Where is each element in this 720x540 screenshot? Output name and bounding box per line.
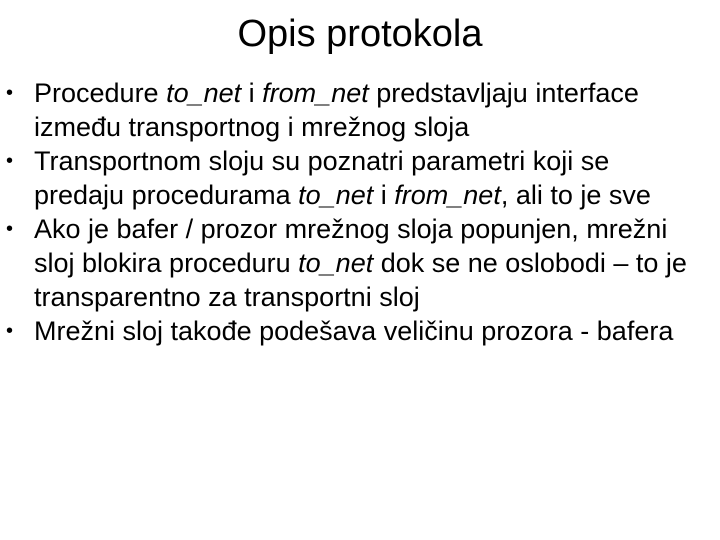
text-segment: Transportnom sloju su poznatri parametri koji se predaju procedurama	[34, 146, 610, 210]
text-segment: i	[373, 180, 395, 210]
bullet-text	[34, 78, 639, 142]
procedure-name-from-net: from_net	[394, 180, 501, 210]
bullet-item	[0, 314, 694, 348]
bullet-item	[0, 76, 694, 144]
text-segment: Procedure	[34, 78, 167, 108]
text-segment: dok se ne oslobodi – to je transparentno za transportni sloj	[34, 248, 687, 312]
procedure-name-to-net: to_net	[298, 248, 374, 278]
bullet-list	[0, 76, 720, 348]
bullet-item	[0, 212, 694, 314]
text-segment: , ali to je sve	[500, 180, 651, 210]
procedure-name-to-net: to_net	[298, 180, 374, 210]
procedure-name-from-net: from_net	[262, 78, 369, 108]
text-segment: predstavljaju interface između transportnog i mrežnog sloja	[34, 78, 639, 142]
bullet-dot-icon: •	[6, 320, 14, 342]
bullet-dot-icon: •	[6, 82, 14, 104]
procedure-name-to-net: to_net	[166, 78, 242, 108]
bullet-text	[34, 214, 687, 312]
bullet-item	[0, 144, 694, 212]
bullet-dot-icon: •	[6, 150, 14, 172]
slide-title: Opis protokola	[237, 13, 483, 55]
text-segment: Ako je bafer / prozor mrežnog sloja popunjen, mrežni sloj blokira proceduru	[34, 214, 668, 278]
bullet-text	[34, 316, 673, 346]
bullet-text	[34, 146, 651, 210]
text-segment: Mrežni sloj takođe podešava veličinu prozora - bafera	[34, 316, 674, 346]
bullet-dot-icon: •	[6, 218, 14, 240]
text-segment: i	[241, 78, 263, 108]
